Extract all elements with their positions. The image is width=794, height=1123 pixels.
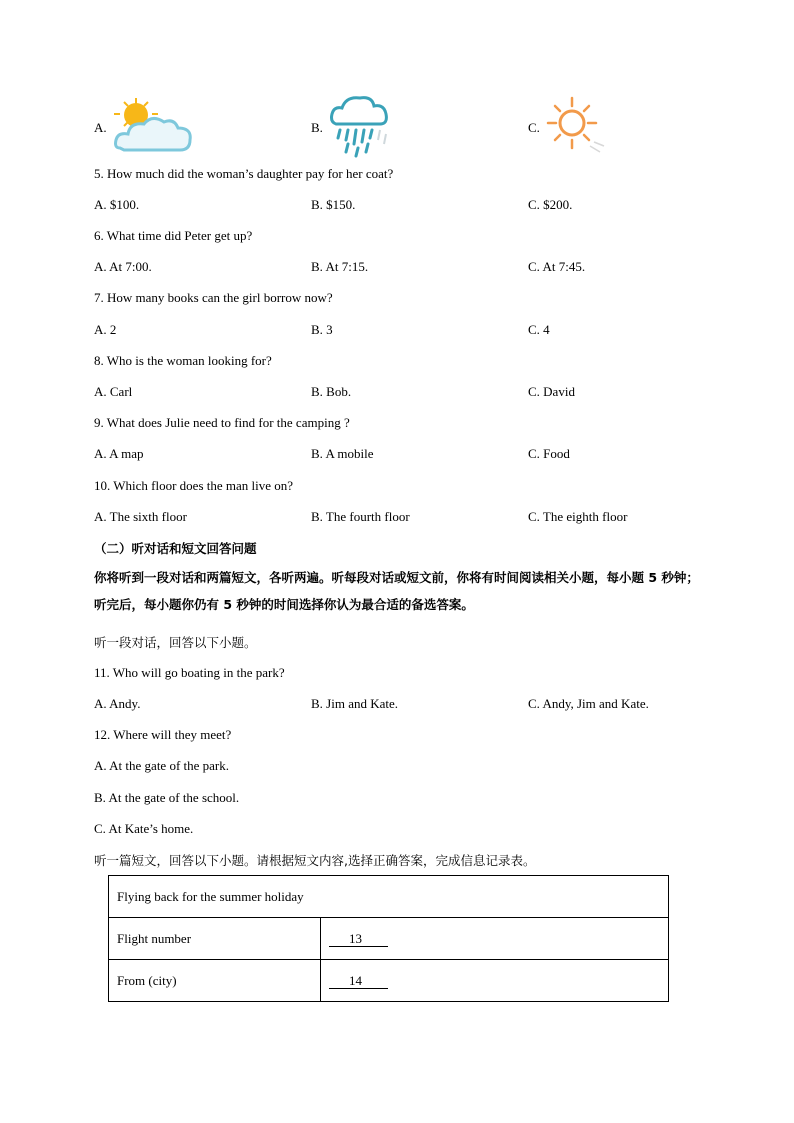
table-title: Flying back for the summer holiday xyxy=(109,876,669,918)
question-11-option-b: B. Jim and Kate. xyxy=(311,696,399,711)
question-12-text: 12. Where will they meet? xyxy=(94,727,232,742)
question-8-text: 8. Who is the woman looking for? xyxy=(94,353,272,368)
answer-blank-13[interactable]: 13 xyxy=(329,932,388,947)
question-11-option-a: A. Andy. xyxy=(94,696,141,711)
partly-cloudy-icon xyxy=(112,96,196,158)
info-record-table xyxy=(108,875,669,1002)
question-6-option-a: A. At 7:00. xyxy=(94,259,152,274)
question-5-option-b: B. $150. xyxy=(311,197,356,212)
q4-option-a-label: A. xyxy=(94,120,107,135)
question-9-option-b: B. A mobile xyxy=(311,446,374,461)
question-7-text: 7. How many books can the girl borrow now? xyxy=(94,290,333,305)
table-row-answer xyxy=(321,960,669,1002)
table-title-row xyxy=(109,876,669,918)
table-row xyxy=(109,918,669,960)
question-7-option-c: C. 4 xyxy=(528,322,550,337)
question-9-text: 9. What does Julie need to find for the camping ? xyxy=(94,415,350,430)
question-5-text: 5. How much did the woman’s daughter pay for her coat? xyxy=(94,166,394,181)
question-10-option-b: B. The fourth floor xyxy=(311,509,410,524)
question-10-option-a: A. The sixth floor xyxy=(94,509,187,524)
question-5-option-c: C. $200. xyxy=(528,197,573,212)
question-11-text: 11. Who will go boating in the park? xyxy=(94,665,285,680)
question-12-option-b: B. At the gate of the school. xyxy=(94,790,240,805)
question-6-option-c: C. At 7:45. xyxy=(528,259,586,274)
q4-option-b-label: B. xyxy=(311,120,323,135)
question-8-option-c: C. David xyxy=(528,384,575,399)
table-row xyxy=(109,960,669,1002)
question-11-option-c: C. Andy, Jim and Kate. xyxy=(528,696,649,711)
q4-option-c-label: C. xyxy=(528,120,540,135)
question-7-option-a: A. 2 xyxy=(94,322,117,337)
passage-intro: 听一篇短文，回答以下小题。请根据短文内容,选择正确答案，完成信息记录表。 xyxy=(94,853,536,868)
section-2-instruction: 你将听到一段对话和两篇短文，各听两遍。听每段对话或短文前，你将有时间阅读相关小题，每小题 5 秒钟；听完后，每小题你仍有 5 秒钟的时间选择你认为最合适的备选答案。 xyxy=(94,570,699,612)
question-12-option-a: A. At the gate of the park. xyxy=(94,758,230,773)
question-8-option-a: A. Carl xyxy=(94,384,133,399)
dialog-intro: 听一段对话，回答以下小题。 xyxy=(94,635,257,650)
sunny-icon xyxy=(546,96,606,156)
question-5-option-a: A. $100. xyxy=(94,197,140,212)
table-row-label: From (city) xyxy=(109,960,321,1002)
question-9-option-c: C. Food xyxy=(528,446,570,461)
section-2-heading: （二）听对话和短文回答问题 xyxy=(94,541,257,556)
rain-icon xyxy=(328,94,396,158)
question-6-text: 6. What time did Peter get up? xyxy=(94,228,253,243)
question-10-option-c: C. The eighth floor xyxy=(528,509,628,524)
question-7-option-b: B. 3 xyxy=(311,322,333,337)
question-12-option-c: C. At Kate’s home. xyxy=(94,821,194,836)
question-6-option-b: B. At 7:15. xyxy=(311,259,369,274)
question-10-text: 10. Which floor does the man live on? xyxy=(94,478,294,493)
question-9-option-a: A. A map xyxy=(94,446,144,461)
answer-blank-14[interactable]: 14 xyxy=(329,974,388,989)
table-row-label: Flight number xyxy=(109,918,321,960)
question-8-option-b: B. Bob. xyxy=(311,384,352,399)
table-row-answer xyxy=(321,918,669,960)
